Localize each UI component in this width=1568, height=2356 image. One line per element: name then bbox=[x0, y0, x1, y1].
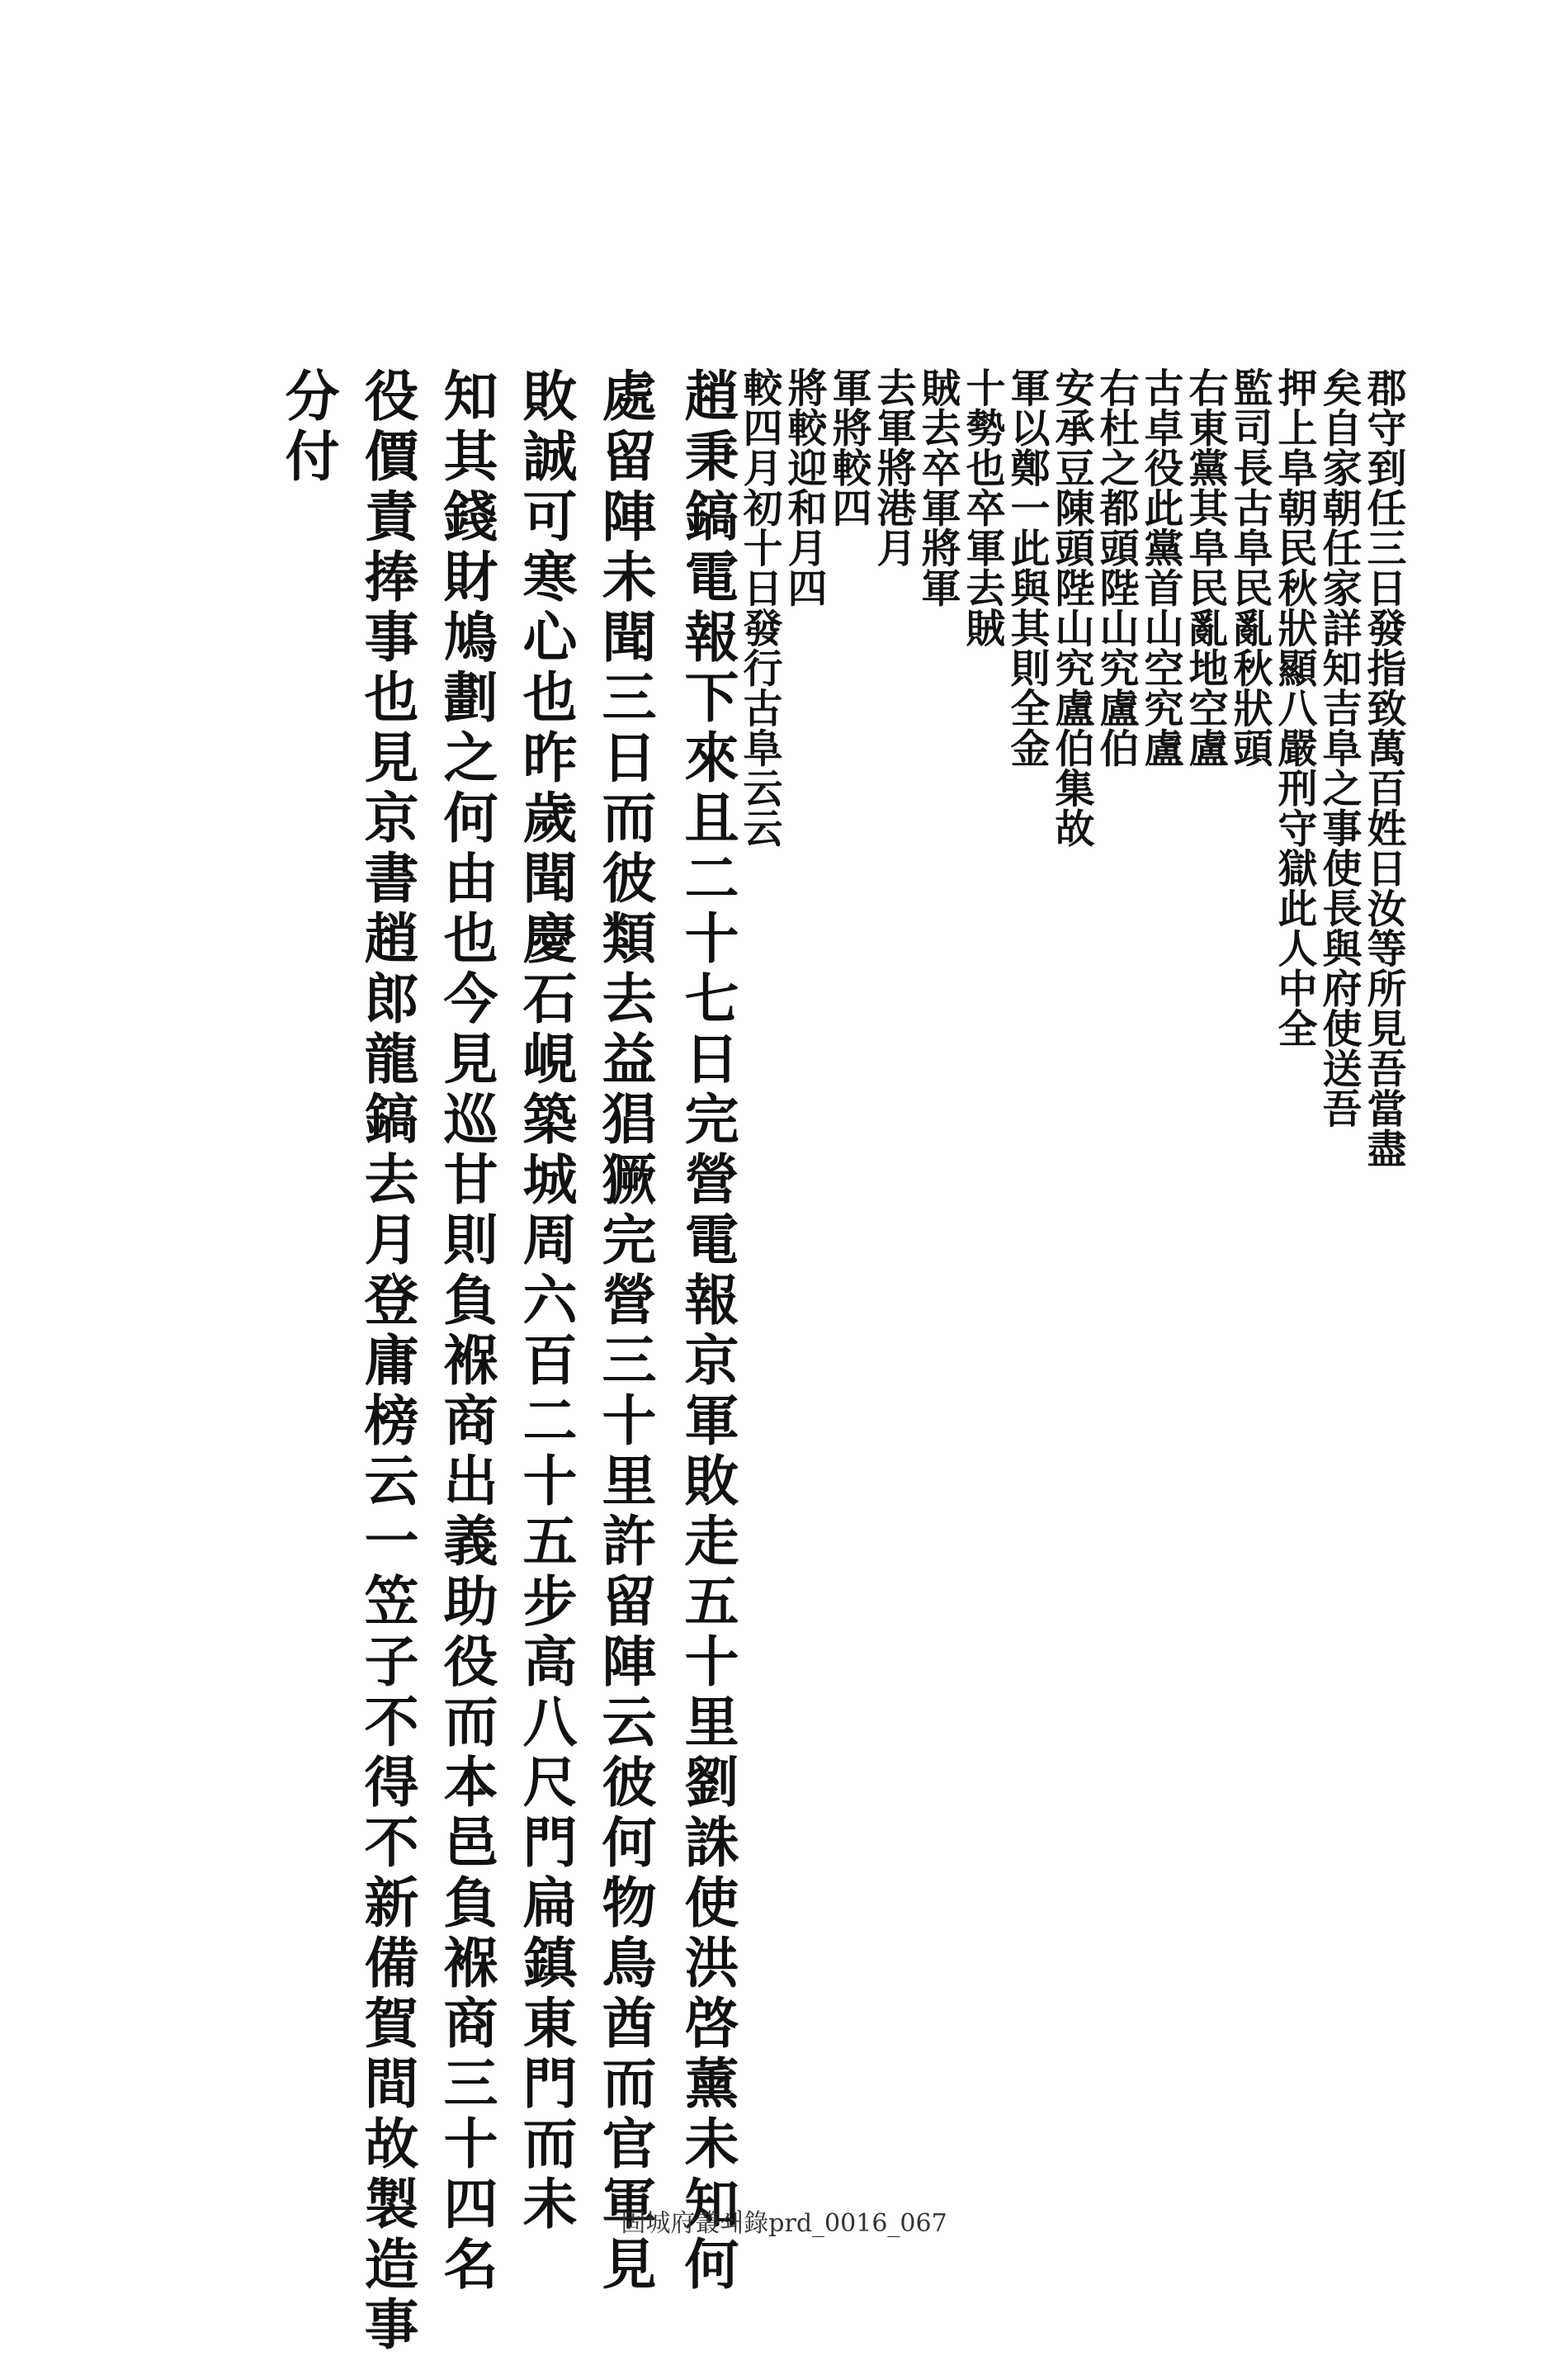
text-column: 知其錢財鳩劃之何由也今見巡甘則負褓商出義助役而本邑負褓商三十四名 bbox=[434, 367, 498, 2296]
text-column: 押上阜朝民秋狀顯八嚴刑守獄此人中全 bbox=[1271, 367, 1317, 1048]
text-column: 敗誠可寒心也昨歲聞慶石峴築城周六百二十五步高八尺門扁鎮東門而未 bbox=[513, 367, 578, 2235]
text-column: 右杜之都頭陛山究盧伯 bbox=[1093, 367, 1139, 768]
text-column: 安承豆陳頭陛山究盧伯集故 bbox=[1048, 367, 1094, 848]
text-column: 軍以鄭一此與其則全金 bbox=[1004, 367, 1050, 768]
text-column: 分付 bbox=[276, 367, 340, 488]
page-caption: 固城府叢쇄錄prd_0016_067 bbox=[621, 2209, 947, 2238]
text-column: 處留陣未聞三日而彼類去益猖獗完營三十里許留陣云彼何物鳥酋而官軍見 bbox=[593, 367, 657, 2296]
text-column: 監司長古阜民亂秋狀頭 bbox=[1226, 367, 1273, 768]
text-column: 較四月初十日發行古阜云云 bbox=[736, 367, 782, 848]
text-column: 古卓役此黨首山空究盧 bbox=[1137, 367, 1183, 768]
text-column: 趙秉鎬電報下來且二十七日完營電報京軍敗走五十里劉誅使洪啓薰未知何 bbox=[675, 367, 739, 2296]
text-column: 矣自家朝任家詳知吉阜之事使長與府使送吾 bbox=[1315, 367, 1362, 1128]
text-column: 役價責捧事也見京書趙郎龍鎬去月登庸榜云一笠子不得不新備賀間故製造事 bbox=[355, 367, 419, 2356]
text-column: 賊去卒軍將軍 bbox=[914, 367, 961, 608]
text-column: 軍將較四 bbox=[825, 367, 871, 527]
text-column: 將較迎和月四 bbox=[781, 367, 827, 608]
text-column: 去軍將港月 bbox=[870, 367, 916, 568]
text-column: 郡守到任三日發指致萬百姓日汝等所見吾當盡 bbox=[1360, 367, 1406, 1168]
text-column: 十勢也卒軍去賊 bbox=[959, 367, 1005, 648]
text-column: 右東黨其阜民亂地空盧 bbox=[1182, 367, 1228, 768]
